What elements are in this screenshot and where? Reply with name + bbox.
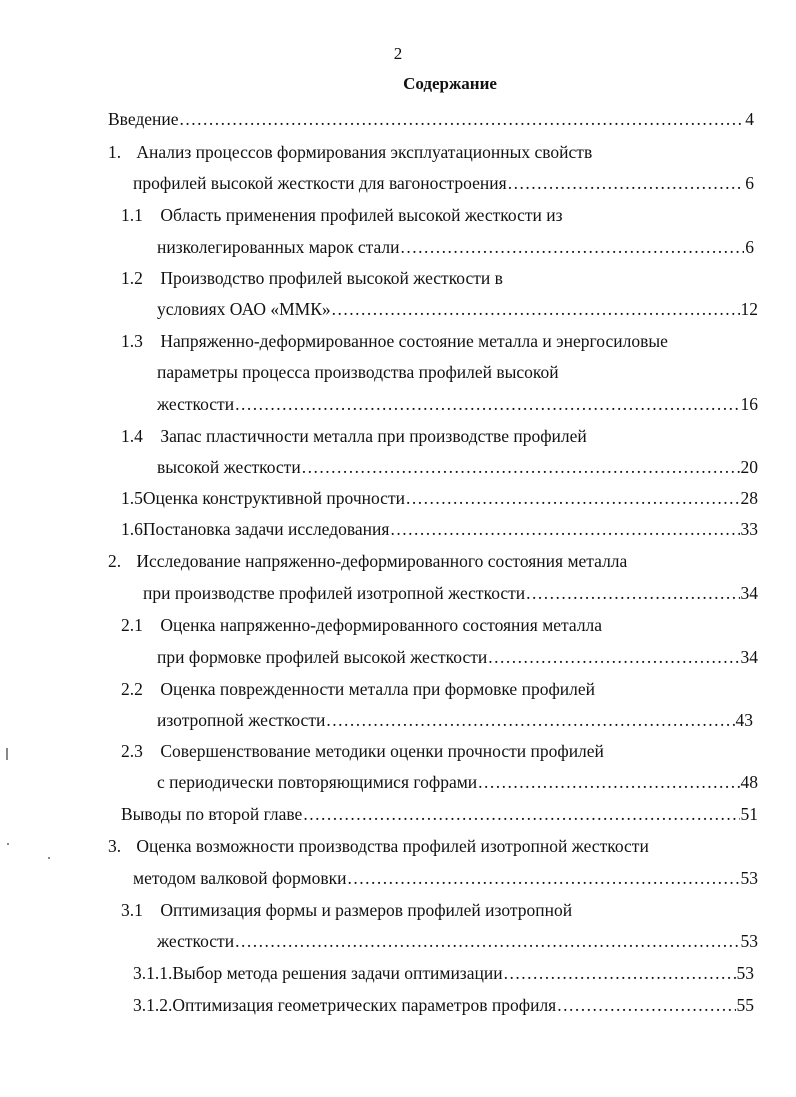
toc-section-2-3-heading xyxy=(121,740,604,762)
toc-section-1-2-heading xyxy=(121,267,503,289)
dot-leader xyxy=(235,930,739,952)
toc-chapter-1-heading xyxy=(108,141,592,163)
dot-leader xyxy=(235,393,739,415)
toc-title: Содержание xyxy=(403,74,497,93)
toc-entry-number: 3.1.1. xyxy=(133,963,173,983)
toc-entry-page: 20 xyxy=(740,457,758,477)
toc-entry-number: 1.3 xyxy=(121,331,143,351)
toc-entry-number: 2.3 xyxy=(121,741,143,761)
toc-section-3-1-heading xyxy=(121,899,572,921)
toc-entry-text: высокой жесткости xyxy=(157,457,301,477)
toc-entry-page: 34 xyxy=(740,647,758,667)
dot-leader xyxy=(526,582,739,604)
scan-artifact xyxy=(7,843,9,845)
toc-chapter-2-continuation xyxy=(143,582,758,604)
dot-leader xyxy=(390,518,739,540)
toc-entry-text: Оптимизация геометрических параметров профиля xyxy=(172,995,557,1015)
toc-entry-number: 2.2 xyxy=(121,679,143,699)
toc-entry-page: 34 xyxy=(740,583,758,603)
toc-section-1-6 xyxy=(121,518,758,540)
dot-leader xyxy=(332,298,740,320)
toc-entry-number: 3. xyxy=(108,836,122,856)
toc-entry-number: 2. xyxy=(108,551,122,571)
dot-leader xyxy=(488,646,739,668)
toc-section-3-1-continuation xyxy=(157,930,758,952)
toc-entry-page: 53 xyxy=(740,931,758,951)
toc-entry-text: Оценка напряженно-деформированного состояния металла xyxy=(160,615,603,635)
toc-entry-introduction xyxy=(108,108,754,130)
toc-section-1-3-line2 xyxy=(157,361,559,383)
dot-leader xyxy=(303,803,739,825)
toc-entry-text: при формовке профилей высокой жесткости xyxy=(157,647,488,667)
toc-entry-text: Постановка задачи исследования xyxy=(142,519,390,539)
toc-entry-number: 1.4 xyxy=(121,426,143,446)
toc-entry-number: 3.1.2. xyxy=(133,995,173,1015)
toc-entry-text: Введение xyxy=(108,109,179,129)
toc-section-2-2-heading xyxy=(121,678,595,700)
toc-entry-text: изотропной жесткости xyxy=(157,710,326,730)
toc-entry-page: 55 xyxy=(736,995,754,1015)
dot-leader xyxy=(326,709,734,731)
toc-entry-text: с периодически повторяющимися гофрами xyxy=(157,772,478,792)
toc-chapter-2-heading xyxy=(108,550,627,572)
toc-entry-text: Запас пластичности металла при производстве профилей xyxy=(160,426,587,446)
toc-entry-text: Оценка возможности производства профилей изотропной жесткости xyxy=(136,836,649,856)
toc-entry-text: Исследование напряженно-деформированного состояния металла xyxy=(136,551,628,571)
toc-entry-text: Оптимизация формы и размеров профилей изотропной xyxy=(160,900,573,920)
toc-entry-text: Производство профилей высокой жесткости в xyxy=(160,268,503,288)
toc-entry-page: 6 xyxy=(745,237,754,257)
toc-entry-page: 6 xyxy=(745,173,754,193)
dot-leader xyxy=(504,962,736,984)
toc-entry-text: профилей высокой жесткости для вагоностроения xyxy=(133,173,507,193)
toc-entry-text: низколегированных марок стали xyxy=(157,237,400,257)
toc-chapter-1-continuation xyxy=(133,172,754,194)
toc-entry-text: Совершенствование методики оценки прочности профилей xyxy=(160,741,604,761)
toc-section-1-1-continuation xyxy=(157,236,754,258)
toc-entry-number: 2.1 xyxy=(121,615,143,635)
toc-entry-number: 1.2 xyxy=(121,268,143,288)
toc-section-1-4-heading xyxy=(121,425,587,447)
toc-entry-text: параметры процесса производства профилей высокой xyxy=(157,362,559,382)
toc-entry-text: условиях ОАО «ММК» xyxy=(157,299,331,319)
toc-entry-page: 51 xyxy=(740,804,758,824)
toc-entry-conclusions-chapter-2 xyxy=(121,803,758,825)
toc-entry-text: при производстве профилей изотропной жесткости xyxy=(143,583,526,603)
toc-entry-page: 28 xyxy=(740,488,758,508)
toc-entry-number: 3.1 xyxy=(121,900,143,920)
toc-entry-text: жесткости xyxy=(157,931,235,951)
toc-entry-text: Выводы по второй главе xyxy=(121,804,303,824)
dot-leader xyxy=(508,172,745,194)
dot-leader xyxy=(400,236,744,258)
toc-entry-text: Область применения профилей высокой жесткости из xyxy=(160,205,563,225)
toc-entry-page: 48 xyxy=(740,772,758,792)
toc-section-1-3-continuation xyxy=(157,393,758,415)
toc-entry-page: 53 xyxy=(740,868,758,888)
toc-section-1-2-continuation xyxy=(157,298,758,320)
toc-entry-text: Оценка поврежденности металла при формовке профилей xyxy=(160,679,596,699)
toc-entry-page: 33 xyxy=(740,519,758,539)
toc-section-1-4-continuation xyxy=(157,456,758,478)
page-number: 2 xyxy=(393,44,403,63)
toc-section-2-3-continuation xyxy=(157,771,758,793)
toc-entry-text: Анализ процессов формирования эксплуатационных свойств xyxy=(136,142,593,162)
scan-artifact xyxy=(6,748,8,760)
toc-subsection-3-1-2 xyxy=(133,994,754,1016)
toc-entry-text: жесткости xyxy=(157,394,235,414)
toc-entry-text: Выбор метода решения задачи оптимизации xyxy=(172,963,503,983)
toc-chapter-3-continuation xyxy=(133,867,758,889)
toc-section-2-2-continuation xyxy=(157,709,753,731)
toc-chapter-3-heading xyxy=(108,835,649,857)
toc-entry-page: 43 xyxy=(735,710,753,730)
toc-section-1-3-heading xyxy=(121,330,668,352)
toc-entry-text: методом валковой формовки xyxy=(133,868,347,888)
toc-entry-page: 4 xyxy=(745,109,754,129)
toc-entry-page: 53 xyxy=(736,963,754,983)
toc-section-1-1-heading xyxy=(121,204,563,226)
toc-entry-number: 1.6 xyxy=(121,519,143,539)
dot-leader xyxy=(180,108,745,130)
toc-entry-text: Оценка конструктивной прочности xyxy=(142,488,405,508)
toc-entry-page: 16 xyxy=(740,394,758,414)
toc-entry-text: Напряженно-деформированное состояние металла и энергосиловые xyxy=(160,331,668,351)
dot-leader xyxy=(348,867,740,889)
toc-entry-page: 12 xyxy=(740,299,758,319)
dot-leader xyxy=(478,771,739,793)
dot-leader xyxy=(557,994,735,1016)
toc-entry-number: 1.5 xyxy=(121,488,143,508)
toc-entry-number: 1.1 xyxy=(121,205,143,225)
toc-section-2-1-continuation xyxy=(157,646,758,668)
dot-leader xyxy=(302,456,740,478)
toc-subsection-3-1-1 xyxy=(133,962,754,984)
toc-section-2-1-heading xyxy=(121,614,602,636)
toc-section-1-5 xyxy=(121,487,758,509)
dot-leader xyxy=(406,487,740,509)
toc-entry-number: 1. xyxy=(108,142,122,162)
scan-artifact xyxy=(48,857,50,859)
